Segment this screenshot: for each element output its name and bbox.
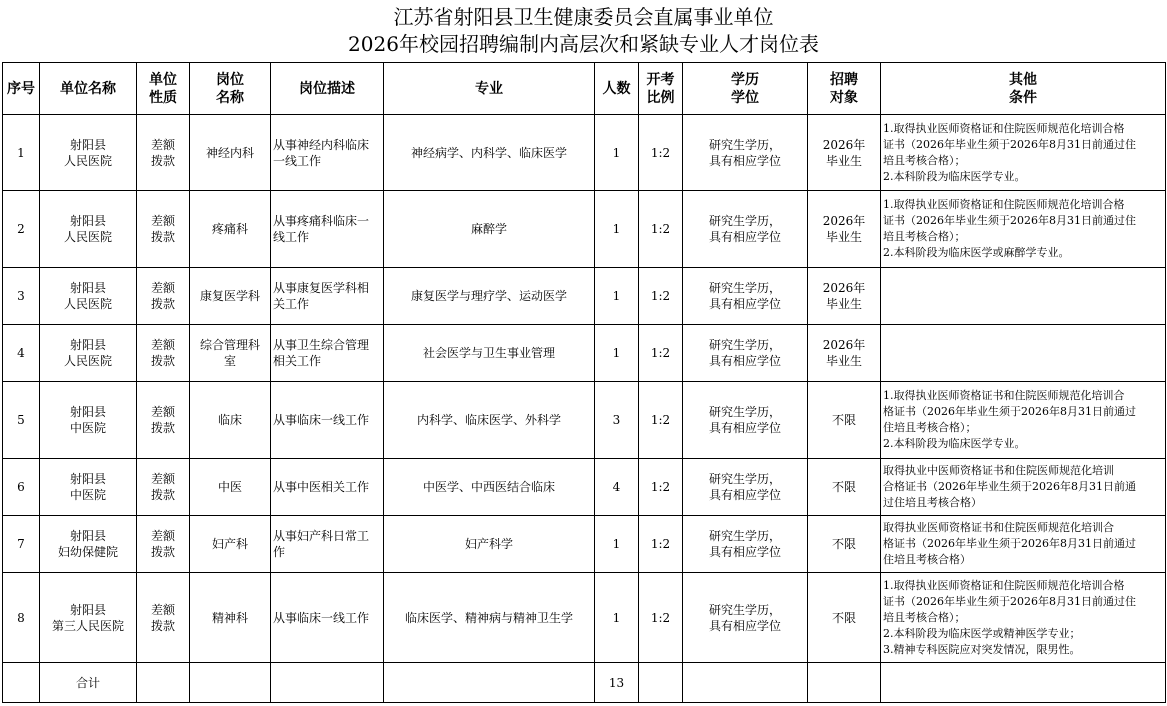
cell-major: 中医学、中西医结合临床 [384, 459, 595, 516]
cell-education: 研究生学历， 具有相应学位 [683, 268, 808, 325]
cell-post: 综合管理科 室 [190, 325, 271, 382]
cell-education: 研究生学历， 具有相应学位 [683, 459, 808, 516]
cell-target: 2026年 毕业生 [808, 325, 881, 382]
cell-count: 1 [595, 191, 639, 268]
header-other: 其他 条件 [881, 63, 1166, 115]
cell-count: 1 [595, 115, 639, 191]
cell-desc: 从事临床一线工作 [271, 573, 384, 663]
cell-education: 研究生学历， 具有相应学位 [683, 382, 808, 459]
cell-other: 1.取得执业医师资格证和住院医师规范化培训合格 证书（2026年毕业生须于2026年8月31日前通过住 培且考核合格）； 2.本科阶段为临床医学专业。 [881, 115, 1166, 191]
cell-education: 研究生学历， 具有相应学位 [683, 516, 808, 573]
cell-seq: 1 [3, 115, 40, 191]
cell-post: 康复医学科 [190, 268, 271, 325]
cell-post: 疼痛科 [190, 191, 271, 268]
header-seq: 序号 [3, 63, 40, 115]
header-post-name: 岗位 名称 [190, 63, 271, 115]
cell-seq [3, 663, 40, 703]
cell-ratio: 1:2 [639, 191, 683, 268]
cell-education: 研究生学历， 具有相应学位 [683, 191, 808, 268]
table-row [3, 268, 1166, 325]
cell-seq: 2 [3, 191, 40, 268]
cell-post: 中医 [190, 459, 271, 516]
cell-desc: 从事卫生综合管理 相关工作 [271, 325, 384, 382]
cell-education [683, 663, 808, 703]
cell-major: 妇产科学 [384, 516, 595, 573]
cell-unit: 射阳县 人民医院 [40, 115, 137, 191]
title-line-1: 江苏省射阳县卫生健康委员会直属事业单位 [393, 5, 774, 29]
cell-other: 取得执业中医师资格证书和住院医师规范化培训 合格证书（2026年毕业生须于2026年8月31日前通 过住培且考核合格） [881, 459, 1166, 516]
cell-major: 社会医学与卫生事业管理 [384, 325, 595, 382]
cell-ratio: 1:2 [639, 459, 683, 516]
cell-count: 4 [595, 459, 639, 516]
cell-other: 1.取得执业医师资格证书和住院医师规范化培训合 格证书（2026年毕业生须于2026年8月31日前通过 住培且考核合格）； 2.本科阶段为临床医学专业。 [881, 382, 1166, 459]
cell-desc: 从事中医相关工作 [271, 459, 384, 516]
cell-unit: 射阳县 第三人民医院 [40, 573, 137, 663]
cell-nature: 差额 拨款 [137, 459, 190, 516]
total-row [3, 663, 1166, 703]
cell-seq: 7 [3, 516, 40, 573]
cell-major: 麻醉学 [384, 191, 595, 268]
cell-count: 1 [595, 573, 639, 663]
cell-unit: 射阳县 中医院 [40, 382, 137, 459]
header-unit-nature: 单位 性质 [137, 63, 190, 115]
cell-target: 不限 [808, 382, 881, 459]
header-target: 招聘 对象 [808, 63, 881, 115]
cell-major: 内科学、临床医学、外科学 [384, 382, 595, 459]
cell-nature: 差额 拨款 [137, 573, 190, 663]
cell-count: 1 [595, 325, 639, 382]
cell-post: 妇产科 [190, 516, 271, 573]
cell-post: 神经内科 [190, 115, 271, 191]
total-count: 13 [595, 663, 639, 703]
cell-nature: 差额 拨款 [137, 382, 190, 459]
cell-ratio: 1:2 [639, 115, 683, 191]
page-title [0, 0, 1167, 62]
cell-ratio [639, 663, 683, 703]
cell-unit: 射阳县 人民医院 [40, 191, 137, 268]
cell-ratio: 1:2 [639, 325, 683, 382]
cell-other [881, 663, 1166, 703]
cell-ratio: 1:2 [639, 268, 683, 325]
cell-nature: 差额 拨款 [137, 191, 190, 268]
cell-post: 临床 [190, 382, 271, 459]
title-line-2: 2026年校园招聘编制内高层次和紧缺专业人才岗位表 [348, 32, 819, 56]
cell-other: 1.取得执业医师资格证和住院医师规范化培训合格 证书（2026年毕业生须于2026年8月31日前通过住 培且考核合格）； 2.本科阶段为临床医学或精神医学专业； 3.精神专科医院应对突发情况，限男性。 [881, 573, 1166, 663]
cell-target: 2026年 毕业生 [808, 268, 881, 325]
cell-desc: 从事临床一线工作 [271, 382, 384, 459]
cell-target: 2026年 毕业生 [808, 191, 881, 268]
cell-seq: 8 [3, 573, 40, 663]
cell-target [808, 663, 881, 703]
cell-nature: 差额 拨款 [137, 268, 190, 325]
header-unit-name: 单位名称 [40, 63, 137, 115]
cell-desc: 从事康复医学科相 关工作 [271, 268, 384, 325]
cell-nature [137, 663, 190, 703]
table-row [3, 325, 1166, 382]
cell-target: 不限 [808, 516, 881, 573]
cell-target: 2026年 毕业生 [808, 115, 881, 191]
cell-other [881, 268, 1166, 325]
table-row [3, 516, 1166, 573]
header-post-desc: 岗位描述 [271, 63, 384, 115]
cell-seq: 4 [3, 325, 40, 382]
total-label: 合计 [40, 663, 137, 703]
table-row [3, 573, 1166, 663]
cell-other: 1.取得执业医师资格证和住院医师规范化培训合格 证书（2026年毕业生须于2026年8月31日前通过住 培且考核合格）； 2.本科阶段为临床医学或麻醉学专业。 [881, 191, 1166, 268]
cell-count: 1 [595, 268, 639, 325]
cell-major: 临床医学、精神病与精神卫生学 [384, 573, 595, 663]
cell-other [881, 325, 1166, 382]
cell-post [190, 663, 271, 703]
cell-major: 康复医学与理疗学、运动医学 [384, 268, 595, 325]
cell-unit: 射阳县 人民医院 [40, 268, 137, 325]
cell-education: 研究生学历， 具有相应学位 [683, 325, 808, 382]
cell-target: 不限 [808, 459, 881, 516]
table-row [3, 191, 1166, 268]
table-row [3, 459, 1166, 516]
cell-unit: 射阳县 人民医院 [40, 325, 137, 382]
header-education: 学历 学位 [683, 63, 808, 115]
cell-education: 研究生学历， 具有相应学位 [683, 115, 808, 191]
recruitment-table [2, 62, 1166, 703]
cell-post: 精神科 [190, 573, 271, 663]
cell-nature: 差额 拨款 [137, 115, 190, 191]
cell-target: 不限 [808, 573, 881, 663]
cell-other: 取得执业医师资格证书和住院医师规范化培训合 格证书（2026年毕业生须于2026年8月31日前通过 住培且考核合格） [881, 516, 1166, 573]
cell-nature: 差额 拨款 [137, 325, 190, 382]
table-row [3, 382, 1166, 459]
cell-education: 研究生学历， 具有相应学位 [683, 573, 808, 663]
cell-unit: 射阳县 中医院 [40, 459, 137, 516]
header-ratio: 开考 比例 [639, 63, 683, 115]
cell-count: 3 [595, 382, 639, 459]
cell-nature: 差额 拨款 [137, 516, 190, 573]
cell-seq: 6 [3, 459, 40, 516]
cell-desc: 从事疼痛科临床一 线工作 [271, 191, 384, 268]
cell-major: 神经病学、内科学、临床医学 [384, 115, 595, 191]
cell-ratio: 1:2 [639, 516, 683, 573]
cell-ratio: 1:2 [639, 382, 683, 459]
cell-desc [271, 663, 384, 703]
table-row [3, 115, 1166, 191]
cell-major [384, 663, 595, 703]
cell-unit: 射阳县 妇幼保健院 [40, 516, 137, 573]
header-count: 人数 [595, 63, 639, 115]
cell-count: 1 [595, 516, 639, 573]
header-row [3, 63, 1166, 115]
cell-desc: 从事神经内科临床 一线工作 [271, 115, 384, 191]
header-major: 专业 [384, 63, 595, 115]
cell-seq: 3 [3, 268, 40, 325]
cell-seq: 5 [3, 382, 40, 459]
cell-ratio: 1:2 [639, 573, 683, 663]
cell-desc: 从事妇产科日常工 作 [271, 516, 384, 573]
